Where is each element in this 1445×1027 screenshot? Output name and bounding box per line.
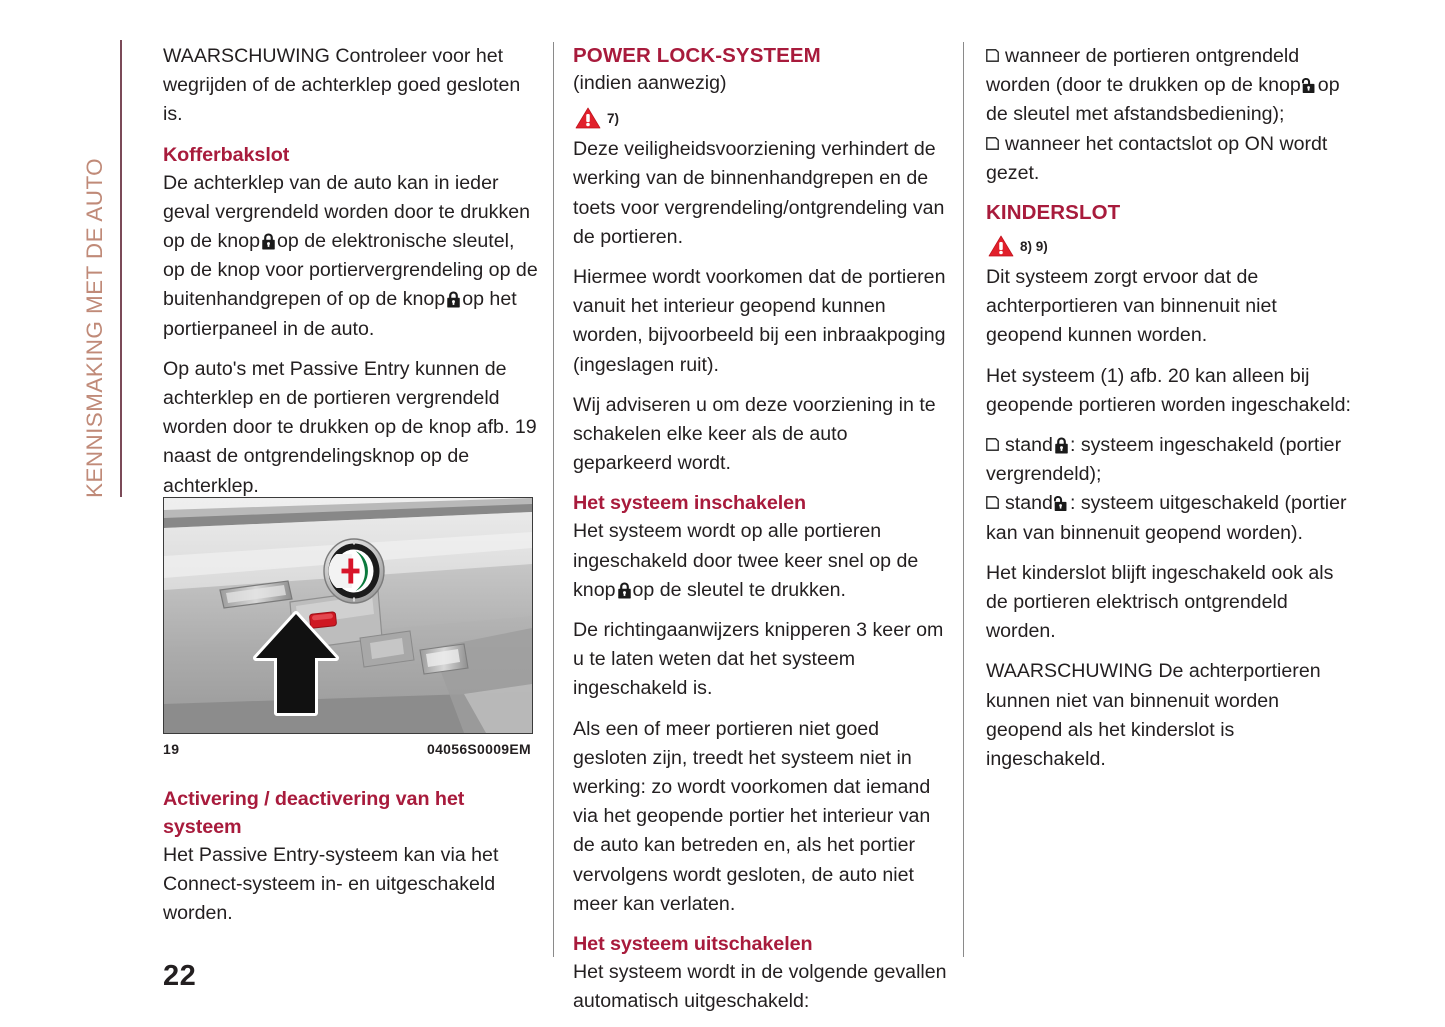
lock-open-icon xyxy=(1302,77,1317,94)
figure-number: 19 xyxy=(163,741,180,757)
heading-kofferbakslot: Kofferbakslot xyxy=(163,143,290,166)
bullet-stand-uitgeschakeld xyxy=(986,489,1358,547)
paragraph-advies-inschakelen: Wij adviseren u om deze voorziening in te schakelen elke keer als de auto geparkeerd wordt. xyxy=(573,393,936,475)
figure-19-caption xyxy=(163,741,531,757)
lock-closed-icon xyxy=(261,233,276,250)
text-column-3 xyxy=(986,42,1358,785)
paragraph-kofferbakslot-part1: De achterklep van de auto kan in ieder geval vergrendeld worden door te drukken op de knop xyxy=(163,171,531,253)
paragraph-kofferbakslot-part2: op de elektronische sleutel, op de knop voor portiervergrendeling op de buitenhandgrepen of op de knop xyxy=(163,230,538,311)
paragraph-kinderslot-blijft: Het kinderslot blijft ingeschakeld ook als de portieren elektrisch ontgrendeld worden. xyxy=(986,561,1334,643)
column-divider-1 xyxy=(553,42,554,957)
lock-closed-icon xyxy=(446,291,461,308)
bullet-portieren-ontgrendeld-part1: wanneer de portieren ontgrendeld worden (door te drukken op de knop xyxy=(986,45,1301,97)
paragraph-inschakelen-part2: op de sleutel te drukken. xyxy=(632,578,846,601)
lock-closed-icon xyxy=(617,582,632,599)
paragraph-passive-entry-connect: Het Passive Entry-systeem kan via het Connect-systeem in- en uitgeschakeld worden. xyxy=(163,844,499,925)
bullet-portieren-ontgrendeld xyxy=(986,42,1358,130)
paragraph-inschakelen-knop xyxy=(573,517,951,605)
paragraph-passive-entry: Op auto's met Passive Entry kunnen de achterklep en de portieren vergrendeld worden door te drukken op de knop afb. 19 naast de ontgrendelingsknop op de achterklep. xyxy=(163,357,537,497)
square-bullet-icon xyxy=(986,496,999,509)
lock-open-icon xyxy=(1054,495,1069,512)
text-column-1 xyxy=(163,42,541,512)
paragraph-kinderslot-werking: Dit systeem zorgt ervoor dat de achterportieren van binnenuit niet geopend kunnen worden. xyxy=(986,266,1277,347)
heading-systeem-uitschakelen: Het systeem uitschakelen xyxy=(573,933,813,956)
square-bullet-icon xyxy=(986,137,999,150)
warning-reference-7 xyxy=(575,103,951,129)
bullet-stand-ingeschakeld xyxy=(986,431,1358,489)
bullet-stand-uitgeschakeld-part2: : systeem uitgeschakeld (portier kan van binnenuit geopend worden). xyxy=(986,492,1347,544)
lock-closed-icon xyxy=(1054,437,1069,454)
paragraph-kofferbakslot xyxy=(163,169,541,344)
warning-triangle-icon xyxy=(988,235,1014,257)
paragraph-kinderslot-inschakelen: Het systeem (1) afb. 20 kan alleen bij geopende portieren worden ingeschakeld: xyxy=(986,364,1351,416)
bullet-portieren-ontgrendeld-part2: op de sleutel met afstandsbediening); xyxy=(986,74,1340,126)
paragraph-portieren-niet-gesloten: Als een of meer portieren niet goed gesloten zijn, treedt het systeem niet in werking: zo wordt voorkomen dat iemand via het geopende portier het interieur van de auto kan betreden en, als het portier vervolgens wordt gesloten, de auto niet meer kan verlaten. xyxy=(573,717,931,915)
bullet-stand-ingeschakeld-part2: : systeem ingeschakeld (portier vergrendeld); xyxy=(986,434,1342,486)
warning-triangle-icon xyxy=(575,107,601,129)
page-number: 22 xyxy=(163,960,197,992)
text-column-1-continued xyxy=(163,785,541,940)
heading-kinderslot: KINDERSLOT xyxy=(986,201,1121,225)
bullet-stand-ingeschakeld-part1: stand xyxy=(1005,434,1053,457)
paragraph-automatisch-uitgeschakeld: Het systeem wordt in de volgende gevallen automatisch uitgeschakeld: xyxy=(573,961,947,1013)
warning-footnote-number: 8) 9) xyxy=(1020,239,1048,255)
paragraph-veiligheidsvoorziening: Deze veiligheidsvoorziening verhindert de werking van de binnenhandgrepen en de toets voor vergrendeling/ontgrendeling van de portieren. xyxy=(573,138,945,248)
bullet-contactslot-on xyxy=(986,130,1358,188)
square-bullet-icon xyxy=(986,438,999,451)
heading-activering-deactivering: Activering / deactivering van het systeem xyxy=(163,788,465,838)
figure-19 xyxy=(163,497,531,757)
warning-reference-8-9 xyxy=(988,231,1358,257)
heading-systeem-inschakelen: Het systeem inschakelen xyxy=(573,492,806,515)
tailgate-illustration xyxy=(164,498,532,733)
chapter-label: KENNISMAKING MET DE AUTO xyxy=(82,157,107,498)
figure-19-image xyxy=(163,497,533,734)
paragraph-inschakelen-part1: Het systeem wordt op alle portieren ingeschakeld door twee keer snel op de knop xyxy=(573,520,919,601)
chapter-side-tab xyxy=(78,38,112,498)
paragraph-inbraakpoging: Hiermee wordt voorkomen dat de portieren vanuit het interieur geopend kunnen worden, bijvoorbeeld bij een inbraakpoging (ingeslagen ruit). xyxy=(573,266,946,376)
bullet-contactslot-on-text: wanneer het contactslot op ON wordt gezet. xyxy=(986,132,1328,184)
text-column-2 xyxy=(573,42,951,1027)
bullet-stand-uitgeschakeld-part1: stand xyxy=(1005,492,1053,515)
paragraph-kofferbakslot-part3: op het portierpaneel in de auto. xyxy=(163,288,517,340)
chapter-tab-rule xyxy=(120,40,122,497)
figure-code: 04056S0009EM xyxy=(426,741,531,757)
square-bullet-icon xyxy=(986,49,999,62)
heading-power-lock-systeem: POWER LOCK-SYSTEEM xyxy=(573,44,821,67)
paragraph-kinderslot-waarschuwing: WAARSCHUWING De achterportieren kunnen niet van binnenuit worden geopend als het kinderslot is ingeschakeld. xyxy=(986,660,1321,771)
warning-paragraph: WAARSCHUWING Controleer voor het wegrijden of de achterklep goed gesloten is. xyxy=(163,45,521,126)
paragraph-indien-aanwezig: (indien aanwezig) xyxy=(573,72,727,94)
column-divider-2 xyxy=(963,42,964,957)
warning-footnote-number: 7) xyxy=(607,111,620,127)
paragraph-richtingaanwijzers: De richtingaanwijzers knipperen 3 keer om u te laten weten dat het systeem ingeschakeld is. xyxy=(573,619,944,700)
